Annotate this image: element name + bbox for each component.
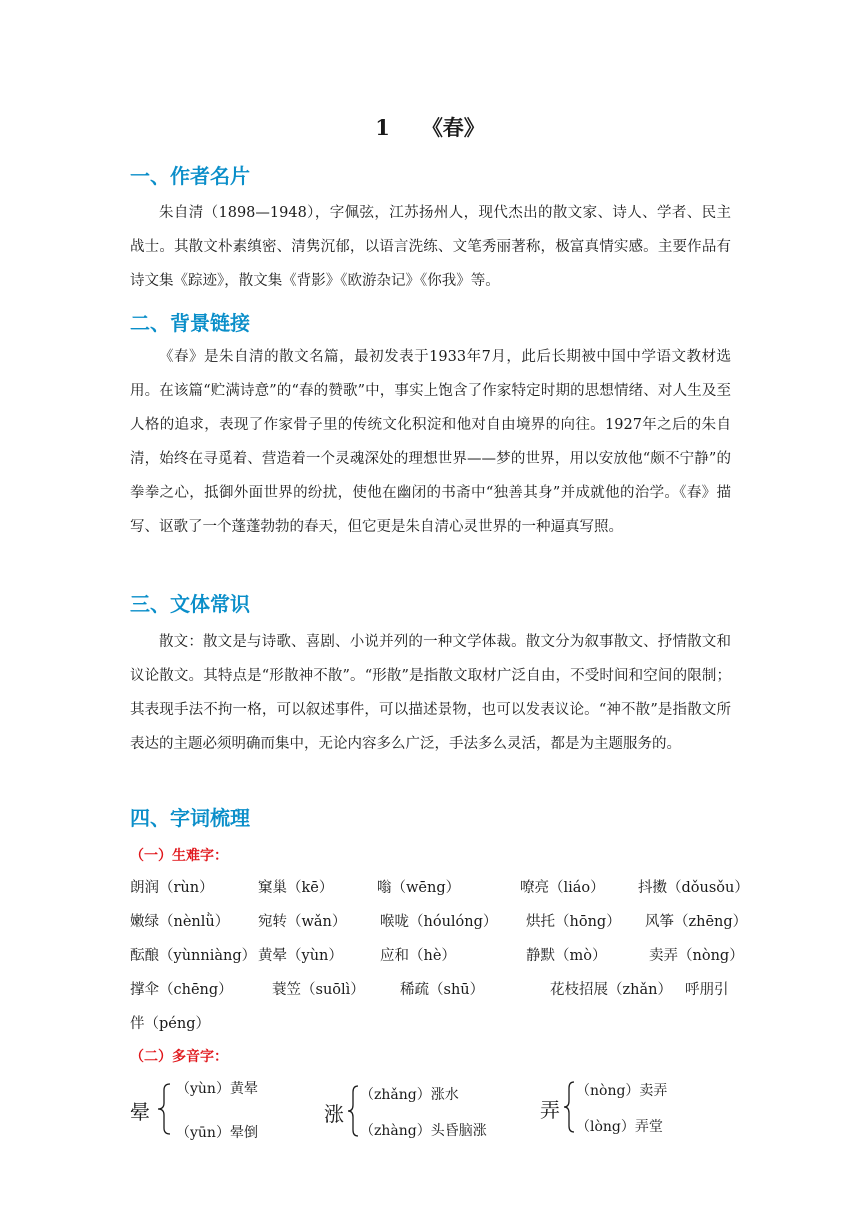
polyphone-option: （lòng）弄堂 — [576, 1119, 663, 1135]
lesson-title: 《春》 — [421, 115, 485, 140]
word-entry: 呼朋引 — [685, 982, 729, 998]
word-row — [130, 876, 749, 896]
polyphone-group — [130, 1074, 310, 1144]
genre-paragraph: 散文：散文是与诗歌、喜剧、小说并列的一种文学体裁。散文分为叙事散文、抒情散文和议论散文。其特点是“形散神不散”。“形散”是指散文取材广泛自由，不受时间和空间的限制；其表现手法不拘一格，可以叙述事件，可以描述景物，也可以发表议论。“神不散”是指散文所表达的主题必须明确而集中，无论内容多么广泛，手法多么灵活，都是为主题服务的。 — [130, 634, 731, 752]
word-row — [130, 944, 744, 964]
word-entry: 窠巢（kē） — [258, 880, 334, 896]
word-entry: 嗡（wēng） — [377, 880, 461, 896]
polyphone-char: 涨 — [324, 1102, 344, 1126]
subheading-polyphones: （二）多音字： — [130, 1049, 228, 1065]
word-entry: 抖擞（dǒusǒu） — [638, 880, 749, 896]
word-entry: 稀疏（shū） — [400, 982, 485, 998]
word-entry: 烘托（hōng） — [526, 914, 621, 930]
section-heading-words: 四、字词梳理 — [130, 806, 250, 830]
word-entry: 静默（mò） — [526, 948, 607, 964]
word-entry: 酝酿（yùnniàng） — [130, 948, 257, 964]
author-paragraph: 朱自清（1898—1948），字佩弦，江苏扬州人，现代杰出的散文家、诗人、学者、民主战士。其散文朴素缜密、清隽沉郁，以语言洗练、文笔秀丽著称，极富真情实感。主要作品有诗文集《踪迹》，散文集《背影》《欧游杂记》《你我》等。 — [130, 205, 731, 289]
word-entry: 黄晕（yùn） — [258, 948, 343, 964]
section-heading-genre: 三、文体常识 — [130, 592, 250, 616]
brace-icon — [562, 1080, 576, 1134]
subheading-rare-chars: （一）生难字： — [130, 848, 228, 864]
word-row — [130, 910, 748, 930]
brace-icon — [346, 1084, 360, 1138]
word-entry: 蓑笠（suōlì） — [272, 982, 365, 998]
polyphone-group — [540, 1072, 730, 1142]
section-heading-author: 一、作者名片 — [130, 164, 250, 188]
word-entry: 嘹亮（liáo） — [520, 880, 605, 896]
word-entry: 嫩绿（nènlǜ） — [130, 914, 230, 930]
word-row — [130, 978, 731, 998]
word-entry: 应和（hè） — [380, 948, 456, 964]
polyphone-char: 弄 — [540, 1098, 560, 1122]
polyphone-char: 晕 — [130, 1100, 150, 1124]
word-entry: 花枝招展（zhǎn） — [550, 982, 672, 998]
polyphone-option: （yūn）晕倒 — [176, 1125, 258, 1141]
polyphone-option: （yùn）黄晕 — [176, 1081, 258, 1097]
word-entry: 朗润（rùn） — [130, 880, 214, 896]
lesson-number: 1 — [375, 115, 390, 140]
polyphone-option: （zhǎng）涨水 — [360, 1087, 459, 1103]
word-entry: 风筝（zhēng） — [645, 914, 748, 930]
section-heading-background: 二、背景链接 — [130, 311, 250, 335]
brace-icon — [156, 1082, 172, 1136]
background-paragraph: 《春》是朱自清的散文名篇，最初发表于1933年7月，此后长期被中国中学语文教材选用。在该篇“贮满诗意”的“春的赞歌”中，事实上饱含了作家特定时期的思想情绪、对人生及至人格的追求，表现了作家骨子里的传统文化积淀和他对自由境界的向往。1927年之后的朱自清，始终在寻觅着、营造着一个灵魂深处的理想世界——梦的世界，用以安放他“颇不宁静”的拳拳之心，抵御外面世界的纷扰，使他在幽闭的书斋中“独善其身”并成就他的治学。《春》描写、讴歌了一个蓬蓬勃勃的春天，但它更是朱自清心灵世界的一种逼真写照。 — [130, 349, 731, 535]
page-title — [0, 112, 860, 142]
polyphone-option: （nòng）卖弄 — [576, 1083, 668, 1099]
polyphone-option: （zhàng）头昏脑涨 — [360, 1123, 487, 1139]
word-entry: 撑伞（chēng） — [130, 982, 233, 998]
word-entry: 宛转（wǎn） — [258, 914, 347, 930]
word-entry: 伴（péng） — [130, 1016, 210, 1032]
word-row-wrap — [130, 1012, 731, 1032]
polyphone-group — [324, 1074, 514, 1144]
word-entry: 喉咙（hóulóng） — [380, 914, 498, 930]
word-entry: 卖弄（nòng） — [649, 948, 744, 964]
